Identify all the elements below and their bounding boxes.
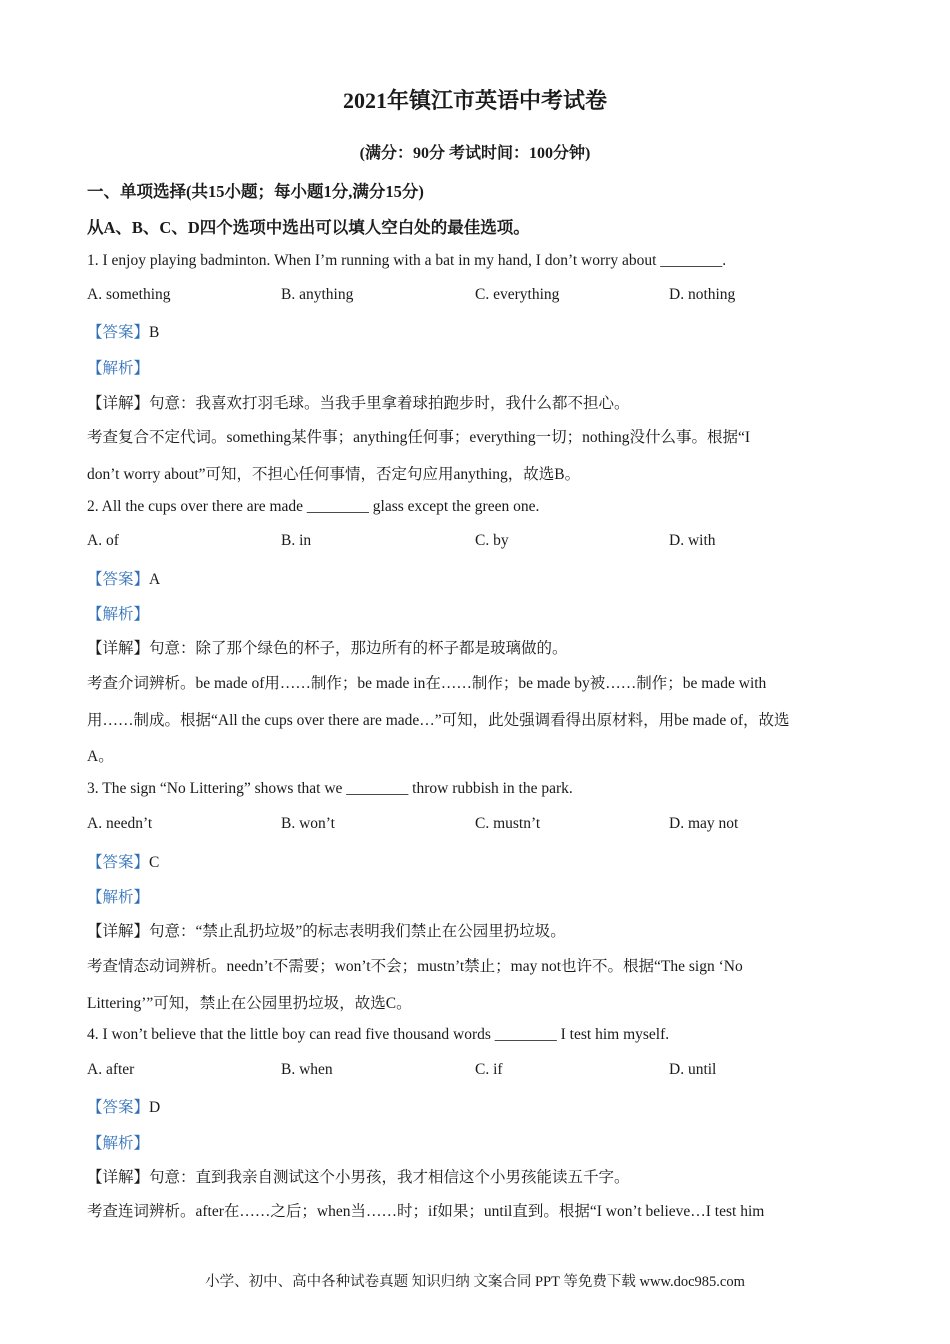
detail-line [87,1165,630,1187]
answer-value: D [149,1099,161,1116]
detail-line [87,636,568,658]
explanation-line: don’t worry about”可知，不担心任何事情，否定句应用anything，故选B。 [87,466,581,483]
option-c: C. by [475,532,509,549]
answer-value: B [149,324,160,341]
explanation-line: 考查连词辨析。after在……之后；when当……时；if如果；until直到。根据“I won’t believe…I test him [87,1203,765,1220]
analysis-label: 【解析】 [87,606,150,623]
answer-line [87,850,159,872]
option-a: A. needn’t [87,815,153,832]
answer-label: 【答案】 [87,571,150,588]
analysis-label: 【解析】 [87,1135,150,1152]
explanation-line: 考查情态动词辨析。needn’t不需要；won’t不会；mustn’t禁止；may not也许不。根据“The sign ‘No [87,958,743,975]
explanation-line: 考查介词辨析。be made of用……制作；be made in在……制作；be made by被……制作；be made with [87,675,767,692]
detail-text: 句意：除了那个绿色的杯子，那边所有的杯子都是玻璃做的。 [149,640,568,657]
question-stem: 3. The sign “No Littering” shows that we ________ throw rubbish in the park. [87,780,573,797]
option-d: D. may not [669,815,739,832]
option-d: D. nothing [669,286,736,303]
option-a: A. something [87,286,171,303]
detail-text: 句意：直到我亲自测试这个小男孩，我才相信这个小男孩能读五千字。 [149,1169,630,1186]
answer-value: A [149,571,161,588]
page-title: 2021年镇江市英语中考试卷 [342,88,607,113]
detail-label: 【详解】 [87,923,150,940]
page-footer: 小学、初中、高中各种试卷真题 知识归纳 文案合同 PPT 等免费下载 www.doc985.com [205,1274,745,1290]
option-c: C. mustn’t [475,815,541,832]
detail-label: 【详解】 [87,395,150,412]
question-stem: 1. I enjoy playing badminton. When I’m running with a bat in my hand, I don’t worry about ________. [87,252,727,269]
option-c: C. if [475,1061,503,1078]
question-stem: 2. All the cups over there are made ________ glass except the green one. [87,498,540,515]
detail-line [87,391,630,413]
question-stem: 4. I won’t believe that the little boy can read five thousand words ________ I test him myself. [87,1026,670,1043]
answer-label: 【答案】 [87,1099,150,1116]
option-d: D. until [669,1061,717,1078]
analysis-label: 【解析】 [87,889,150,906]
detail-line [87,919,566,941]
section-heading: 一、单项选择(共15小题；每小题1分,满分15分) [87,182,424,201]
explanation-line: 用……制成。根据“All the cups over there are made…”可知，此处强调看得出原材料，用be made of，故选 [87,712,790,729]
section-instruction: 从A、B、C、D四个选项中选出可以填人空白处的最佳选项。 [87,218,530,237]
detail-label: 【详解】 [87,640,150,657]
detail-text: 句意：我喜欢打羽毛球。当我手里拿着球拍跑步时，我什么都不担心。 [149,395,630,412]
exam-info: (满分：90分 考试时间：100分钟) [359,145,591,162]
detail-text: 句意：“禁止乱扔垃圾”的标志表明我们禁止在公园里扔垃圾。 [149,923,566,940]
explanation-line: 考查复合不定代词。something某件事；anything任何事；everything一切；nothing没什么事。根据“I [87,429,751,446]
option-b: B. anything [281,286,354,303]
analysis-label: 【解析】 [87,360,150,377]
detail-label: 【详解】 [87,1169,150,1186]
option-b: B. in [281,532,312,549]
answer-label: 【答案】 [87,854,150,871]
option-a: A. after [87,1061,135,1078]
option-b: B. when [281,1061,333,1078]
answer-line [87,320,159,342]
option-c: C. everything [475,286,560,303]
answer-value: C [149,854,160,871]
answer-line [87,567,160,589]
answer-label: 【答案】 [87,324,150,341]
explanation-line: A。 [87,748,114,765]
option-b: B. won’t [281,815,335,832]
answer-line [87,1095,160,1117]
explanation-line: Littering’”可知，禁止在公园里扔垃圾，故选C。 [87,995,412,1012]
option-d: D. with [669,532,716,549]
option-a: A. of [87,532,119,549]
